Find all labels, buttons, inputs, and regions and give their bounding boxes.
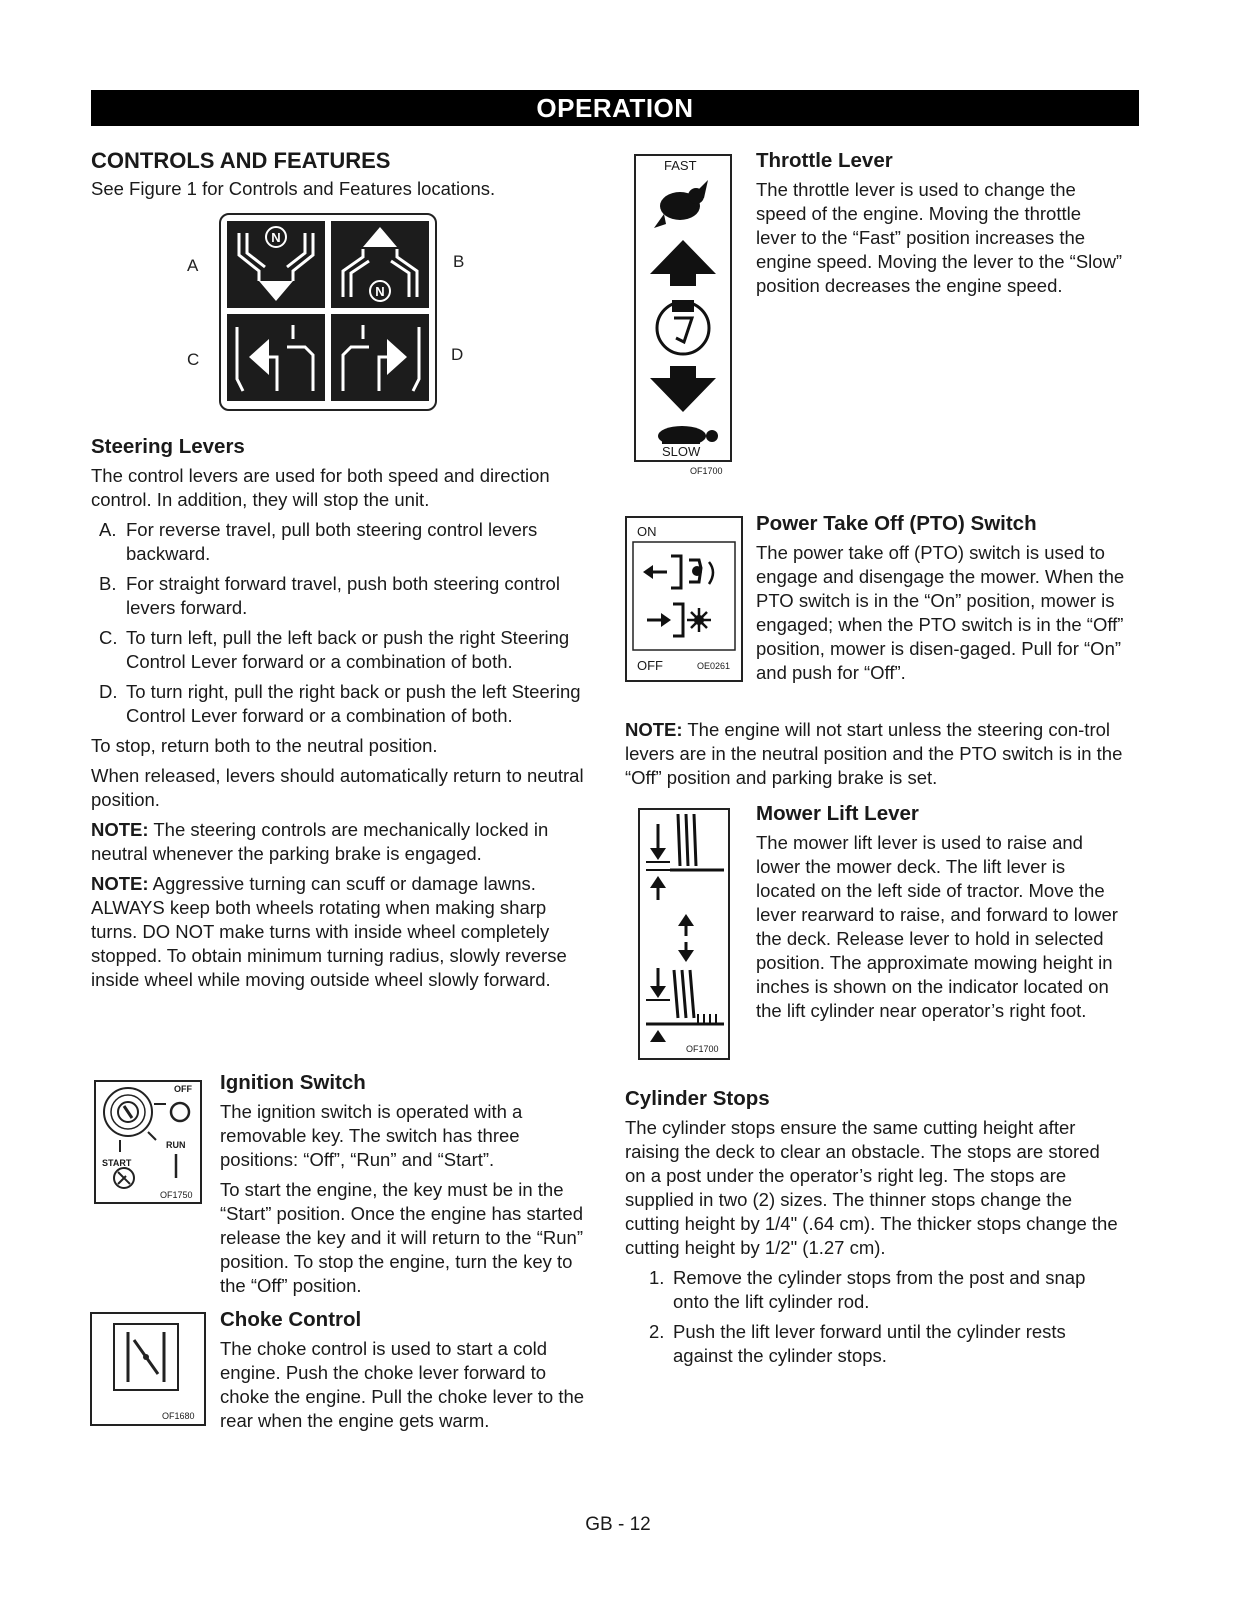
- steering-intro: The control levers are used for both speed and direction control. In addition, they will stop the unit.: [91, 465, 550, 510]
- ignition-body: [220, 1100, 592, 1298]
- mower-lift-icon: [640, 810, 728, 1044]
- cylinder-item-1: 1. Remove the cylinder stops from the post and snap onto the lift cylinder rod.: [649, 1267, 1086, 1312]
- ignition-code: OF1750: [160, 1190, 193, 1200]
- ignition-off-label: OFF: [174, 1084, 192, 1094]
- ignition-p1: The ignition switch is operated with a removable key. The switch has three positions: “Off”, “Run” and “Start”.: [220, 1101, 523, 1170]
- pto-code: OE0261: [697, 661, 731, 671]
- choke-decal: [90, 1312, 206, 1426]
- steering-item-d: D. To turn right, pull the right back or push the left Steering Control Lever forward or a combination of both.: [99, 681, 581, 726]
- choke-heading: Choke Control: [220, 1308, 362, 1331]
- cylinder-body: [625, 1116, 1125, 1368]
- throttle-heading: Throttle Lever: [756, 149, 893, 172]
- ignition-heading: Ignition Switch: [220, 1071, 366, 1094]
- cylinder-heading: Cylinder Stops: [625, 1087, 770, 1110]
- throttle-scale-icon: [636, 174, 730, 444]
- pto-off-label: OFF: [637, 658, 663, 673]
- mower-lift-p1: The mower lift lever is used to raise and lower the mower deck. The lift lever is located on the left side of tractor. Move the lever rearward to raise, and forward to lower the deck. Release lever to hold in selected position. The approximate mowing height in inches is shown on the indicator located on the lift cylinder near operator’s right foot.: [756, 832, 1118, 1021]
- ignition-start-label: START: [102, 1158, 132, 1168]
- ignition-p2: To start the engine, the key must be in the “Start” position. Once the engine has started release the key and it will return to the “Run” position. To stop the engine, turn the key to the “Off” position.: [220, 1179, 584, 1296]
- svg-text:N: N: [375, 284, 385, 299]
- throttle-slow-label: SLOW: [662, 444, 701, 459]
- steering-item-c: C. To turn left, pull the left back or push the right Steering Control Lever forward or a combination of both.: [99, 627, 570, 672]
- choke-p1: The choke control is used to start a cold engine. Push the choke lever forward to choke the engine. Pull the choke lever to the rear when the engine gets warm.: [220, 1338, 585, 1431]
- steering-heading: Steering Levers: [91, 435, 245, 458]
- choke-code: OF1680: [162, 1411, 195, 1421]
- steering-item-a: A. For reverse travel, pull both steering control levers backward.: [99, 519, 538, 564]
- throttle-p1: The throttle lever is used to change the speed of the engine. Moving the throttle lever to the “Fast” position increases the engine speed. Moving the lever to the “Slow” position decreases the engine speed.: [756, 179, 1123, 296]
- choke-icon: [92, 1314, 204, 1424]
- steering-item-b: B. For straight forward travel, push both steering control levers forward.: [99, 573, 560, 618]
- throttle-decal: [634, 154, 732, 462]
- throttle-code: OF1700: [690, 466, 723, 476]
- steering-diagram-icon: [221, 215, 435, 409]
- pto-on-label: ON: [637, 524, 657, 539]
- pto-p1: The power take off (PTO) switch is used to engage and disengage the mower. When the PTO switch is in the “On” position, mower is engaged; when the PTO switch is in the “Off” position, mower is disen-gaged. Pull for “On” and push for “Off”.: [756, 542, 1125, 683]
- section-banner: OPERATION: [91, 90, 1139, 126]
- figure-label-c: C: [187, 350, 200, 369]
- engine-note: NOTE: The engine will not start unless the steering con-trol levers are in the neutral position and the PTO switch is in the “Off” position and parking brake is set.: [625, 719, 1123, 788]
- throttle-fast-label: FAST: [664, 158, 697, 173]
- cylinder-p1: The cylinder stops ensure the same cutting height after raising the deck to clear an obstacle. The stops are stored on a post under the operator’s right leg. The stops are supplied in two (2) sizes. The thinner stops change the cutting height by 1/4" (.64 cm). The thicker stops change the cutting height by 1/2" (1.27 cm).: [625, 1117, 1118, 1258]
- mower-lift-decal: [638, 808, 730, 1060]
- steering-figure: [219, 213, 437, 411]
- figure-label-b: B: [453, 252, 465, 271]
- steering-note-1: NOTE: The steering controls are mechanically locked in neutral whenever the parking brake is engaged.: [91, 819, 549, 864]
- ignition-decal: [94, 1080, 202, 1204]
- pto-switch-icon: [627, 538, 741, 658]
- svg-text:N: N: [271, 230, 281, 245]
- mower-lift-code: OF1700: [686, 1044, 719, 1054]
- steering-stop: To stop, return both to the neutral position.: [91, 735, 438, 756]
- steering-body: [91, 464, 591, 992]
- cylinder-item-2: 2. Push the lift lever forward until the cylinder rests against the cylinder stops.: [649, 1321, 1066, 1366]
- figure-label-d: D: [451, 345, 464, 364]
- ignition-run-label: RUN: [166, 1140, 186, 1150]
- controls-heading: CONTROLS AND FEATURES: [91, 148, 391, 173]
- page-number: GB - 12: [585, 1514, 651, 1535]
- figure-label-a: A: [187, 256, 199, 275]
- steering-note-2: NOTE: Aggressive turning can scuff or damage lawns. ALWAYS keep both wheels rotating when making sharp turns. DO NOT make turns with inside wheel completely stopped. To obtain minimum turning radius, slowly reverse inside wheel while moving outside wheel slowly forward.: [91, 873, 567, 990]
- controls-intro: See Figure 1 for Controls and Features locations.: [91, 178, 496, 199]
- pto-decal: [625, 516, 743, 682]
- mower-lift-heading: Mower Lift Lever: [756, 802, 919, 825]
- steering-released: When released, levers should automatically return to neutral position.: [91, 765, 584, 810]
- pto-heading: Power Take Off (PTO) Switch: [756, 512, 1037, 535]
